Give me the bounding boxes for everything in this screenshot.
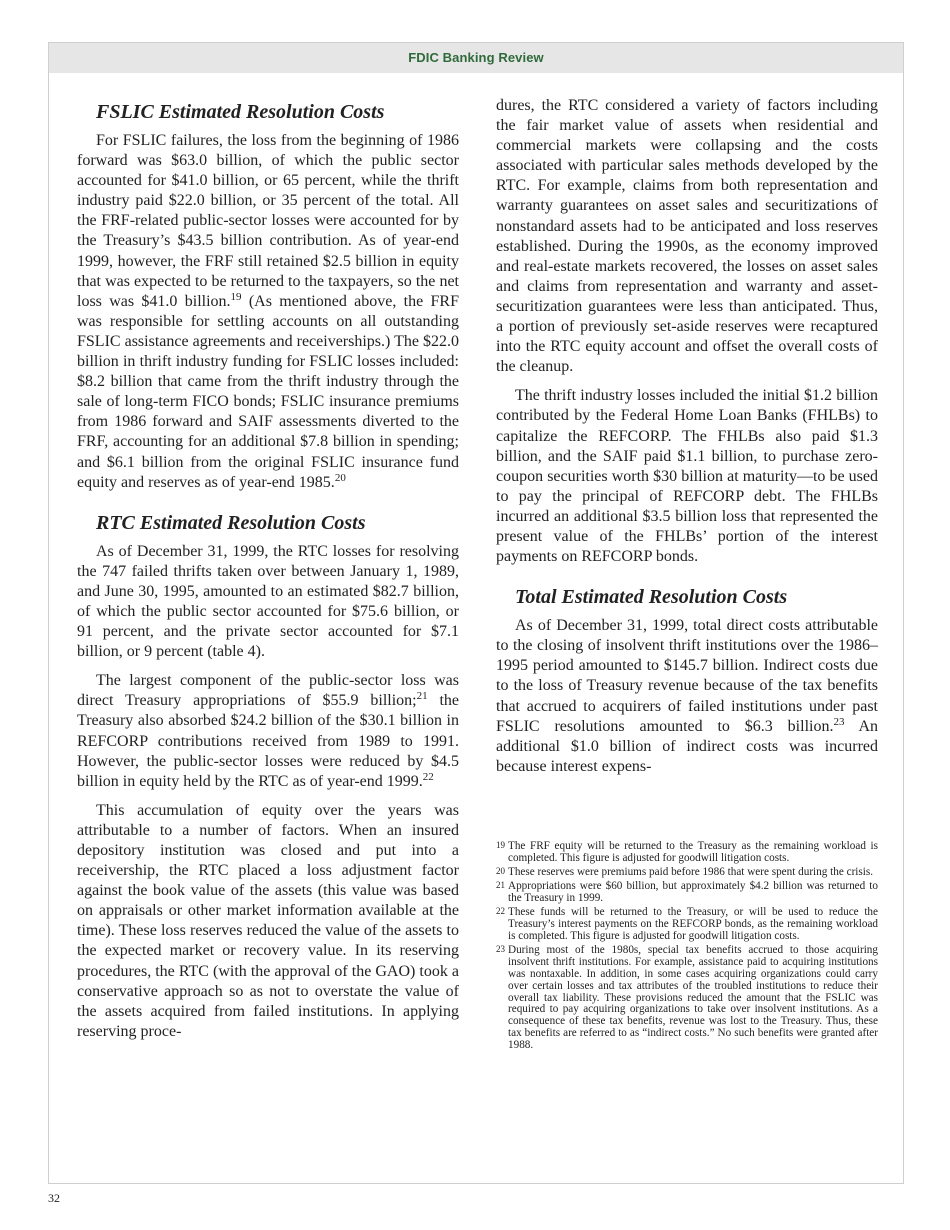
footnote xyxy=(496,867,878,879)
footnote-number: 19 xyxy=(496,840,505,850)
footnote-text: During most of the 1980s, special tax benefits accrued to those acquiring insolvent thrift institutions. For example, assistance paid to acquiring institutions was nontaxable. In addition, in some cases acquiring organizations could carry over certain losses and tax attributes of the troubled institutions to reduce their overall tax liability. These provisions reduced the amount that the FSLIC was required to pay acquiring organizations to take over insolvent institutions. As a consequence of these tax benefits, revenue was lost to the Treasury. Thus, these tax benefits are referred to as “indirect costs.” No such benefits were granted after 1988. xyxy=(508,944,878,1051)
paragraph-reserving-procedures: dures, the RTC considered a variety of factors including the fair market value of assets when residential and commercial markets were collapsing and the costs associated with particular sales methods developed by the RTC. For example, claims from both representation and warranty guarantees on asset sales and securitizations of nonstandard assets had to be anticipated and loss reserves established. During the 1990s, as the economy improved and real-estate markets recovered, the losses on asset sales and claims from representation and warranty and asset-securitization guarantees were less than anticipated. Thus, a portion of previously set-aside reserves were recaptured into the RTC equity account and offset the overall costs of the cleanup. xyxy=(496,97,878,376)
journal-title: FDIC Banking Review xyxy=(408,50,544,65)
footnote-ref-19[interactable]: 19 xyxy=(230,290,242,303)
footnote xyxy=(496,945,878,1051)
footnote-number: 21 xyxy=(496,880,505,891)
footnote-ref-22[interactable]: 22 xyxy=(422,770,434,783)
footnote xyxy=(496,881,878,905)
paragraph-public-sector-loss: The largest component of the public-sector loss was direct Treasury appropriations of $55.9 billion;$^{21}$ the Treasury also absorbed $24.2 billion of the $30.1 billion in REFCORP contributions received from 1989 to 1991. However, the public-sector losses were reduced by $4.5 billion in equity held by the RTC as of year-end 1999.22 xyxy=(77,672,460,790)
left-column xyxy=(77,96,459,1051)
footnote-number: 23 xyxy=(496,944,505,955)
footnote-text: These funds will be returned to the Treasury, or will be used to reduce the Treasury’s interest payments on the REFCORP bonds, as the remaining workload is completed. This figure is adjusted for goodwill litigation costs. xyxy=(508,906,878,943)
section-heading-fslic: FSLIC Estimated Resolution Costs xyxy=(96,101,385,123)
footnote-ref-21[interactable]: 21 xyxy=(416,690,428,703)
footnote-text: These reserves were premiums paid before 1986 that were spent during the crisis. xyxy=(508,866,874,879)
footnote xyxy=(496,841,878,865)
page-number: 32 xyxy=(48,1191,60,1205)
paragraph-rtc-losses: As of December 31, 1999, the RTC losses for resolving the 747 failed thrifts taken over between January 1, 1989, and June 30, 1995, amounted to an estimated $82.7 billion, of which the public sector accounted for $75.6 billion, or 91 percent, and the private sector accounted for $7.1 billion, or 9 percent (table 4). xyxy=(77,542,459,661)
footnote xyxy=(496,907,878,942)
section-heading-rtc: RTC Estimated Resolution Costs xyxy=(96,511,366,534)
paragraph-equity-accumulation: This accumulation of equity over the years was attributable to a number of factors. When an insured depository institution was closed and put into a receivership, the RTC placed a loss adjustment factor against the book value of the assets (this value was based on appraisals or other market information available at the time). These loss reserves reduced the value of the assets to the expected market or recovery value. In its reserving procedures, the RTC (with the approval of the GAO) took a conservative approach so as not to overstate the value of the assets acquired from failed institutions. In applying reserving proce- xyxy=(77,801,459,1040)
paragraph-total-costs: As of December 31, 1999, total direct costs attributable to the closing of insolvent thrift institutions over the 1986–1995 period amounted to $145.7 billion. Indirect costs due to the loss of Treasury revenue because of the tax benefits that accrued to acquirers of failed institutions under past FSLIC resolutions amounted to $6.3 billion.$^{23}$ An additional $1.0 billion of indirect costs was incurred because interest expens- xyxy=(496,617,879,775)
running-header xyxy=(49,43,903,73)
footnote-text: Appropriations were $60 billion, but approximately $4.2 billion was returned to the Treasury in 1999. xyxy=(508,880,878,905)
section-heading-total: Total Estimated Resolution Costs xyxy=(515,586,788,609)
footnote-number: 20 xyxy=(496,866,505,877)
paragraph-fslic: For FSLIC failures, the loss from the beginning of 1986 forward was $63.0 billion, of which the public sector accounted for $41.0 billion, or 65 percent, while the thrift industry paid $22.0 billion, or 35 percent of the total. All the FRF-related public-sector losses were accounted for by the Treasury’s $43.5 billion contribution. As of year-end 1999, however, the FRF still retained $2.5 billion in equity that was expected to be returned to the taxpayers, so the net loss was $41.0 billion.$^{19}$ (As mentioned above, the FRF was responsible for settling accounts on all outstanding FSLIC assistance agreements and receiverships.) The $22.0 billion in thrift industry funding for FSLIC losses included: $8.2 billion that came from the thrift industry through the sale of long-term FICO bonds; FSLIC insurance premiums from 1986 forward and SAIF assessments diverted to the FRF, accounting for an additional $7.8 billion in spending; and $6.1 billion from the original FSLIC insurance fund equity and reserves as of year-end 1985.20 xyxy=(77,132,459,491)
footnote-ref-23[interactable]: 23 xyxy=(833,715,845,728)
footnote-ref-20[interactable]: 20 xyxy=(334,471,346,484)
right-column xyxy=(496,96,878,786)
footnote-number: 22 xyxy=(496,906,505,917)
paragraph-thrift-industry-losses: The thrift industry losses included the initial $1.2 billion contributed by the Federal Home Loan Banks (FHLBs) to capitalize the REFCORP. The FHLBs also paid $1.3 billion, and the SAIF paid $1.1 billion, to purchase zero-coupon securities worth $30 billion at maturity—to be used to pay the principal of REFCORP debt. The FHLBs incurred an additional $3.5 billion loss that represented the present value of the FHLBs’ portion of the interest payments on REFCORP bonds. xyxy=(496,387,878,566)
footnotes xyxy=(496,841,878,1054)
footnote-text: The FRF equity will be returned to the Treasury as the remaining workload is completed. This figure is adjusted for goodwill litigation costs. xyxy=(508,840,878,864)
